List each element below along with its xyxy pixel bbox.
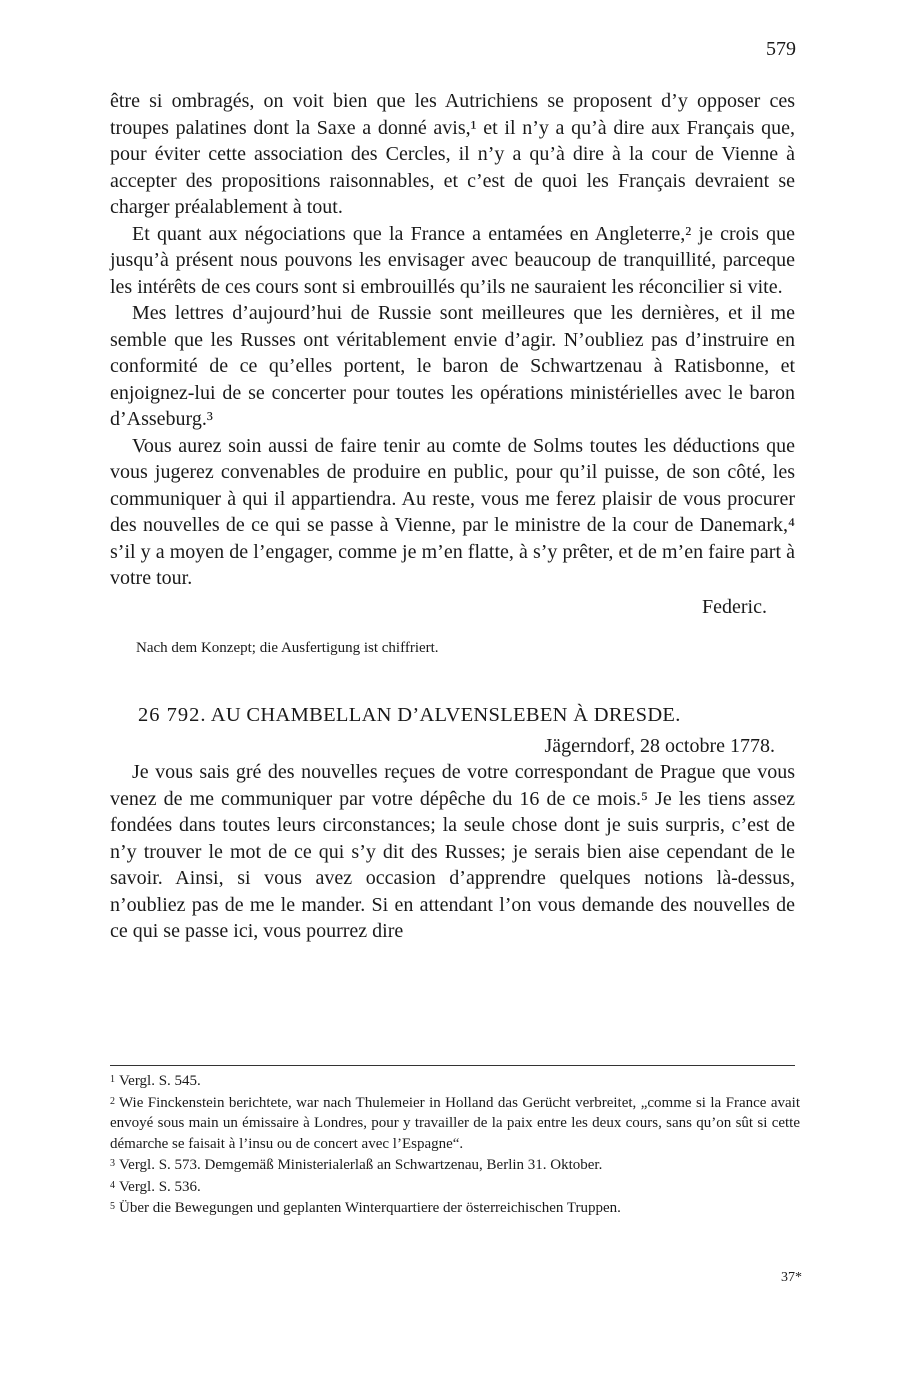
footnote-number: 5: [110, 1201, 115, 1212]
footnotes: [110, 1070, 800, 1219]
paragraph: Mes lettres d’aujourd’hui de Russie sont meilleures que les dernières, et il me semble que les Russes ont véritablement envie d’agir. N’oubliez pas d’instruire en conformité de ce qu’elles portent, le baron de Schwartzenau à Ratisbonne, et enjoignez-lui de se concerter pour toutes les opérations ministérielles avec le baron d’Asseburg.³: [110, 302, 795, 430]
footnote: [110, 1154, 800, 1176]
footnote-text: Über die Bewegungen und geplanten Winterquartiere der österreichischen Truppen.: [119, 1200, 621, 1216]
paragraph: être si ombragés, on voit bien que les Autrichiens se proposent d’y opposer ces troupes palatines dont la Saxe a donné avis,¹ et il n’y a qu’à dire aux Français que, pour éviter cette association des Cercles, il n’y a qu’à dire à la cour de Vienne à accepter des propositions raisonnables, et c’est de quoi les Français devraient se charger préalablement à tout.: [110, 90, 795, 218]
place-date: Jägerndorf, 28 octobre 1778.: [544, 734, 775, 757]
footnote-number: 2: [110, 1095, 115, 1107]
footnote-number: 1: [110, 1074, 115, 1085]
footnote: [110, 1070, 800, 1092]
footnote-text: Vergl. S. 545.: [119, 1073, 201, 1089]
paragraph: Et quant aux négociations que la France a entamées en Angleterre,² je crois que jusqu’à présent nous pouvons les envisager avec beaucoup de tranquillité, parceque les intérêts de ces cours sont si embrouillés qu’ils ne sauraient les réconcilier si vite.: [110, 222, 795, 298]
footnote: [110, 1092, 800, 1155]
footnote-text: Vergl. S. 573. Demgemäß Ministerialerlaß an Schwartzenau, Berlin 31. Oktober.: [119, 1157, 603, 1173]
footnote-number: 4: [110, 1179, 115, 1191]
signature: Federic.: [702, 595, 767, 618]
footnote-number: 3: [110, 1158, 115, 1169]
source-note: Nach dem Konzept; die Ausfertigung ist chiffriert.: [136, 640, 439, 656]
page-number: 579: [766, 38, 796, 60]
printer-signature-mark: 37*: [781, 1270, 802, 1285]
footnote-text: Wie Finckenstein berichtete, war nach Thulemeier in Holland das Gerücht verbreitet, „comme si la France avait envoyé sous main un émissaire à Londres, pour y travailler de la paix entre les deux cours, sans qu’on sût si cette démarche se faisait à l’insu ou de concert avec l’Espagne“.: [110, 1094, 800, 1152]
footnote: [110, 1197, 800, 1219]
footnote-text: Vergl. S. 536.: [119, 1178, 201, 1195]
letter-text: Je vous sais gré des nouvelles reçues de votre correspondant de Prague que vous venez de me communiquer par votre dépêche du 16 de ce mois.⁵ Je les tiens assez fondées dans toutes leurs circonstances; la seule chose dont je suis surpris, c’est de n’y trouver le mot de ce qui s’y dit des Russes; je serais bien aise cependant de le savoir. Ainsi, si vous avez occasion d’apprendre quelques notions là-dessus, n’oubliez pas de me le mander. Si en attendant l’on vous demande des nouvelles de ce qui se passe ici, vous pourrez dire: [110, 761, 795, 942]
letter-number: 26 792.: [138, 704, 207, 726]
footnote-divider: [110, 1065, 795, 1066]
footnote: [110, 1176, 800, 1198]
main-text: [110, 88, 795, 945]
letter-title: AU CHAMBELLAN D’ALVENSLEBEN À DRESDE.: [210, 704, 681, 726]
letter-heading: [110, 702, 795, 729]
paragraph: Vous aurez soin aussi de faire tenir au comte de Solms toutes les déductions que vous jugerez convenables de produire en public, pour qu’il puisse, de son côté, les communiquer à qui il appartiendra. Au reste, vous me ferez plaisir de vous procurer des nouvelles de ce qui se passe à Vienne, par le ministre de la cour de Danemark,⁴ s’il y a moyen de l’engager, comme je m’en flatte, à s’y prêter, et de m’en faire part à votre tour.: [110, 434, 795, 589]
